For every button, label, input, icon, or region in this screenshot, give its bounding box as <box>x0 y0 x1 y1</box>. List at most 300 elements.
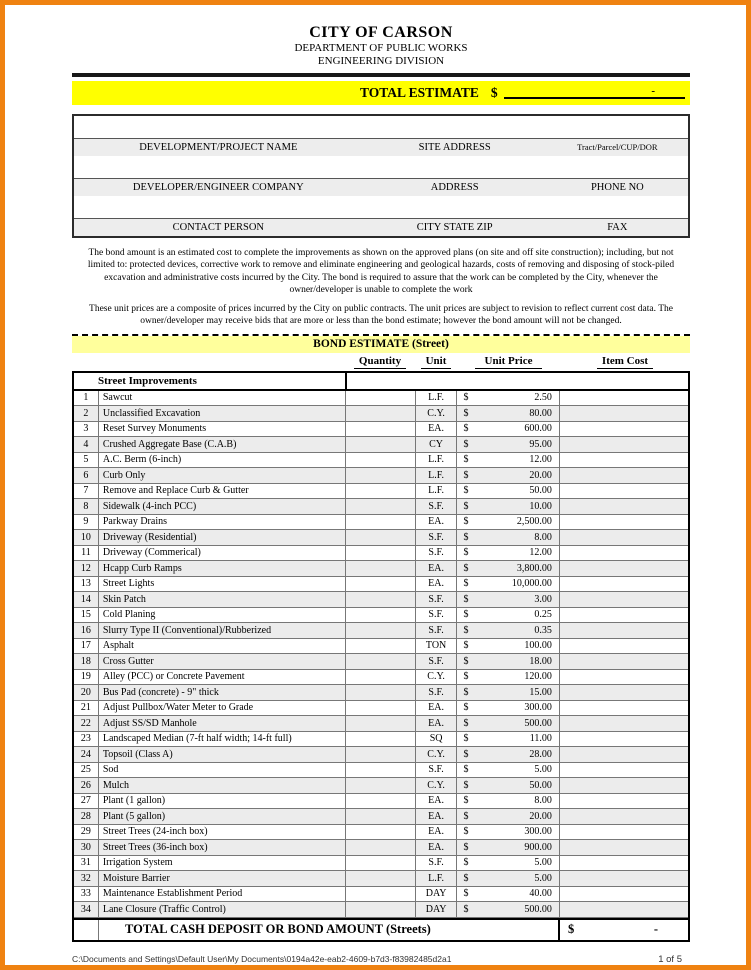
quantity-cell[interactable] <box>345 437 415 452</box>
unit-cell: EA. <box>415 840 457 855</box>
unit-cell: S.F. <box>415 546 457 561</box>
item-cost-cell[interactable] <box>559 577 688 592</box>
item-description-cell: Driveway (Commerical) <box>98 546 345 561</box>
quantity-cell[interactable] <box>345 561 415 576</box>
row-number-cell: 17 <box>80 640 91 652</box>
unit-price-value: 3.00 <box>534 593 552 605</box>
form-label-row-2 <box>74 178 688 196</box>
row-number-cell: 16 <box>80 624 91 636</box>
quantity-cell[interactable] <box>345 840 415 855</box>
item-cost-cell[interactable] <box>559 732 688 747</box>
project-name-label: DEVELOPMENT/PROJECT NAME <box>139 141 298 153</box>
item-cost-cell[interactable] <box>559 546 688 561</box>
table-row <box>74 902 688 918</box>
dollar-sign: $ <box>463 578 469 590</box>
unit-price-cell <box>456 499 558 514</box>
item-description-cell: Sod <box>98 763 345 778</box>
unit-price-cell <box>456 763 558 778</box>
unit-cell: EA. <box>415 809 457 824</box>
unit-cell: C.Y. <box>415 670 457 685</box>
item-cost-cell[interactable] <box>559 499 688 514</box>
project-name-input-row[interactable] <box>74 116 688 138</box>
unit-cell: DAY <box>415 902 457 917</box>
table-row <box>74 561 688 577</box>
unit-price-value: 8.00 <box>534 795 552 807</box>
item-cost-cell[interactable] <box>559 422 688 437</box>
item-cost-cell[interactable] <box>559 468 688 483</box>
dollar-sign: $ <box>463 624 469 636</box>
item-description-cell: Maintenance Establishment Period <box>98 887 345 902</box>
item-cost-cell[interactable] <box>559 484 688 499</box>
item-cost-cell[interactable] <box>559 887 688 902</box>
unit-price-value: 500.00 <box>524 903 552 915</box>
page-number: 1 of 5 <box>658 953 682 965</box>
table-row <box>74 794 688 810</box>
unit-price-value: 15.00 <box>529 686 552 698</box>
unit-price-value: 8.00 <box>534 531 552 543</box>
unit-cell: S.F. <box>415 763 457 778</box>
table-row <box>74 592 688 608</box>
unit-price-value: 12.00 <box>529 454 552 466</box>
item-cost-cell[interactable] <box>559 747 688 762</box>
row-number-cell: 7 <box>83 485 89 497</box>
unit-cell: EA. <box>415 515 457 530</box>
dollar-sign: $ <box>463 733 469 745</box>
unit-price-cell <box>456 561 558 576</box>
quantity-cell[interactable] <box>345 887 415 902</box>
quantity-cell[interactable] <box>345 530 415 545</box>
header-divider <box>72 73 690 77</box>
item-description-cell: Bus Pad (concrete) - 9" thick <box>98 685 345 700</box>
contact-input-row[interactable] <box>74 196 688 218</box>
item-cost-cell[interactable] <box>559 453 688 468</box>
unit-price-value: 80.00 <box>529 407 552 419</box>
item-description-cell: Cross Gutter <box>98 654 345 669</box>
unit-header-text: Unit <box>421 355 452 369</box>
table-row <box>74 468 688 484</box>
item-description-cell: Parkway Drains <box>98 515 345 530</box>
unit-cell: EA. <box>415 577 457 592</box>
unit-cell: C.Y. <box>415 406 457 421</box>
item-cost-cell[interactable] <box>559 530 688 545</box>
unit-price-value: 20.00 <box>529 469 552 481</box>
table-row <box>74 422 688 438</box>
unit-price-value: 300.00 <box>524 826 552 838</box>
item-cost-cell[interactable] <box>559 825 688 840</box>
developer-company-label: DEVELOPER/ENGINEER COMPANY <box>132 181 304 193</box>
row-number-cell: 23 <box>80 733 91 745</box>
unit-price-value: 11.00 <box>529 733 552 745</box>
item-cost-cell[interactable] <box>559 592 688 607</box>
unit-cell: S.F. <box>415 685 457 700</box>
quantity-cell[interactable] <box>345 484 415 499</box>
unit-price-value: 5.00 <box>534 764 552 776</box>
item-cost-cell[interactable] <box>559 763 688 778</box>
quantity-cell[interactable] <box>345 871 415 886</box>
dollar-sign: $ <box>463 810 469 822</box>
row-number-cell: 8 <box>83 500 89 512</box>
bond-note-paragraph-1: The bond amount is an estimated cost to complete the improvements as shown on the approved plans (on site and off site construction); including, but not limited to: protected devices, corrective work to remove and eliminate engineering and geological hazards, costs of removing and disposing of stock-piled excavation and administrative costs incurred by the City. The bond is required to assure that the work can be completed by the City, whenever the owner/developer is unable to complete the work <box>87 247 675 295</box>
quantity-cell[interactable] <box>345 453 415 468</box>
row-number-cell: 34 <box>80 903 91 915</box>
dollar-sign: $ <box>463 500 469 512</box>
item-cost-cell[interactable] <box>559 856 688 871</box>
phone-label: PHONE NO <box>590 181 644 193</box>
form-label-row-1 <box>74 138 688 156</box>
item-cost-cell[interactable] <box>559 902 688 917</box>
unit-price-value: 95.00 <box>529 438 552 450</box>
unit-price-value: 20.00 <box>529 810 552 822</box>
item-description-cell: Mulch <box>98 778 345 793</box>
unit-price-cell <box>456 840 558 855</box>
dollar-sign: $ <box>463 562 469 574</box>
row-number-cell: 25 <box>80 764 91 776</box>
item-description-cell: A.C. Berm (6-inch) <box>98 453 345 468</box>
unit-cell: DAY <box>415 887 457 902</box>
quantity-cell[interactable] <box>345 778 415 793</box>
dollar-sign: $ <box>463 392 469 404</box>
total-amount-value: - <box>653 922 658 936</box>
total-estimate-value-field[interactable]: - <box>504 83 685 99</box>
table-rows-container <box>74 391 688 918</box>
total-amount-cell[interactable] <box>558 920 688 940</box>
dollar-sign: $ <box>463 671 469 683</box>
row-number-cell: 33 <box>80 888 91 900</box>
table-row <box>74 639 688 655</box>
item-description-cell: Sidewalk (4-inch PCC) <box>98 499 345 514</box>
row-number-cell: 22 <box>80 717 91 729</box>
unit-price-cell <box>456 406 558 421</box>
table-row <box>74 670 688 686</box>
unit-price-cell <box>456 608 558 623</box>
quantity-cell[interactable] <box>345 685 415 700</box>
row-number-cell: 11 <box>81 547 91 559</box>
item-cost-cell[interactable] <box>559 608 688 623</box>
row-number-cell: 14 <box>80 593 91 605</box>
unit-cell: C.Y. <box>415 747 457 762</box>
quantity-cell[interactable] <box>345 546 415 561</box>
unit-column-header <box>415 355 457 369</box>
row-number-cell: 4 <box>83 438 89 450</box>
unit-price-value: 300.00 <box>524 702 552 714</box>
row-number-cell: 15 <box>80 609 91 621</box>
quantity-cell[interactable] <box>345 747 415 762</box>
unit-price-value: 600.00 <box>524 423 552 435</box>
item-description-cell: Adjust Pullbox/Water Meter to Grade <box>98 701 345 716</box>
unit-cell: S.F. <box>415 623 457 638</box>
row-number-cell: 6 <box>83 469 89 481</box>
item-description-cell: Irrigation System <box>98 856 345 871</box>
dollar-sign: $ <box>463 764 469 776</box>
table-row <box>74 887 688 903</box>
form-label-row-3 <box>74 218 688 236</box>
unit-cell: EA. <box>415 422 457 437</box>
unit-cell: C.Y. <box>415 778 457 793</box>
quantity-cell[interactable] <box>345 406 415 421</box>
table-row <box>74 499 688 515</box>
unit-cell: S.F. <box>415 608 457 623</box>
item-cost-column-header <box>560 355 690 369</box>
item-description-cell: Slurry Type II (Conventional)/Rubberized <box>98 623 345 638</box>
table-row <box>74 871 688 887</box>
dollar-sign: $ <box>463 454 469 466</box>
total-row-number-cell <box>74 920 99 940</box>
section-header-row <box>74 373 688 391</box>
address-label: ADDRESS <box>430 181 479 193</box>
table-row <box>74 577 688 593</box>
unit-price-cell <box>456 577 558 592</box>
dollar-sign: $ <box>463 903 469 915</box>
item-cost-cell[interactable] <box>559 670 688 685</box>
quantity-cell[interactable] <box>345 856 415 871</box>
section-header-right-cell <box>347 373 688 389</box>
table-row <box>74 856 688 872</box>
item-description-cell: Curb Only <box>98 468 345 483</box>
dollar-sign: $ <box>463 717 469 729</box>
quantity-cell[interactable] <box>345 794 415 809</box>
table-row <box>74 546 688 562</box>
item-cost-cell[interactable] <box>559 654 688 669</box>
row-number-cell: 24 <box>80 748 91 760</box>
dollar-sign: $ <box>463 872 469 884</box>
item-cost-cell[interactable] <box>559 716 688 731</box>
row-number-cell: 3 <box>83 423 89 435</box>
item-description-cell: Driveway (Residential) <box>98 530 345 545</box>
item-description-cell: Street Trees (24-inch box) <box>98 825 345 840</box>
item-cost-cell[interactable] <box>559 406 688 421</box>
item-description-cell: Moisture Barrier <box>98 871 345 886</box>
row-number-cell: 18 <box>80 655 91 667</box>
item-description-cell: Landscaped Median (7-ft half width; 14-ft full) <box>98 732 345 747</box>
unit-price-cell <box>456 623 558 638</box>
row-number-cell: 10 <box>80 531 91 543</box>
item-cost-cell[interactable] <box>559 623 688 638</box>
table-row <box>74 825 688 841</box>
unit-price-header-text: Unit Price <box>475 355 543 369</box>
row-number-cell: 32 <box>80 872 91 884</box>
file-path-text: C:\Documents and Settings\Default User\My Documents\0194a42e-eab2-4609-b7d3-f83982485d2a1 <box>72 953 452 964</box>
unit-price-cell <box>456 422 558 437</box>
unit-price-cell <box>456 391 558 406</box>
quantity-cell[interactable] <box>345 468 415 483</box>
item-cost-header-text: Item Cost <box>597 355 653 369</box>
unit-price-cell <box>456 592 558 607</box>
unit-price-cell <box>456 546 558 561</box>
item-cost-cell[interactable] <box>559 701 688 716</box>
unit-price-value: 900.00 <box>524 841 552 853</box>
unit-price-cell <box>456 670 558 685</box>
unit-price-value: 0.25 <box>534 609 552 621</box>
unit-price-value: 50.00 <box>529 485 552 497</box>
item-description-cell: Lane Closure (Traffic Control) <box>98 902 345 917</box>
quantity-cell[interactable] <box>345 654 415 669</box>
unit-cell: CY <box>415 437 457 452</box>
unit-cell: EA. <box>415 561 457 576</box>
row-number-cell: 31 <box>80 857 91 869</box>
quantity-cell[interactable] <box>345 499 415 514</box>
quantity-cell[interactable] <box>345 577 415 592</box>
item-cost-cell[interactable] <box>559 391 688 406</box>
item-description-cell: Skin Patch <box>98 592 345 607</box>
item-description-cell: Reset Survey Monuments <box>98 422 345 437</box>
quantity-cell[interactable] <box>345 515 415 530</box>
total-row <box>74 918 688 940</box>
quantity-cell[interactable] <box>345 623 415 638</box>
quantity-cell[interactable] <box>345 422 415 437</box>
dollar-sign: $ <box>463 826 469 838</box>
quantity-cell[interactable] <box>345 670 415 685</box>
row-number-cell: 9 <box>83 516 89 528</box>
item-description-cell: Asphalt <box>98 639 345 654</box>
item-cost-cell[interactable] <box>559 639 688 654</box>
item-cost-cell[interactable] <box>559 809 688 824</box>
dollar-sign: $ <box>463 516 469 528</box>
row-number-cell: 20 <box>80 686 91 698</box>
dollar-sign: $ <box>463 438 469 450</box>
row-number-cell: 13 <box>80 578 91 590</box>
unit-price-cell <box>456 437 558 452</box>
quantity-cell[interactable] <box>345 639 415 654</box>
document-header <box>72 23 690 68</box>
city-state-zip-label: CITY STATE ZIP <box>416 221 493 233</box>
quantity-cell[interactable] <box>345 809 415 824</box>
dollar-sign: $ <box>463 547 469 559</box>
unit-price-value: 28.00 <box>529 748 552 760</box>
unit-cell: L.F. <box>415 484 457 499</box>
quantity-header-text: Quantity <box>354 355 406 369</box>
item-cost-cell[interactable] <box>559 794 688 809</box>
table-row <box>74 716 688 732</box>
page-title: CITY OF CARSON <box>309 24 453 41</box>
unit-price-cell <box>456 747 558 762</box>
table-row <box>74 685 688 701</box>
table-column-headers <box>72 353 690 371</box>
dollar-sign: $ <box>463 779 469 791</box>
dollar-sign: $ <box>463 485 469 497</box>
table-row <box>74 406 688 422</box>
row-number-cell: 28 <box>80 810 91 822</box>
unit-price-cell <box>456 701 558 716</box>
unit-price-cell <box>456 530 558 545</box>
unit-price-cell <box>456 453 558 468</box>
unit-price-value: 3,800.00 <box>516 562 552 574</box>
item-description-cell: Topsoil (Class A) <box>98 747 345 762</box>
total-estimate-label: TOTAL ESTIMATE <box>360 84 479 100</box>
item-description-cell: Adjust SS/SD Manhole <box>98 716 345 731</box>
unit-price-value: 18.00 <box>529 655 552 667</box>
quantity-cell[interactable] <box>345 902 415 917</box>
quantity-cell[interactable] <box>345 732 415 747</box>
unit-price-value: 10,000.00 <box>511 578 552 590</box>
item-cost-cell[interactable] <box>559 840 688 855</box>
row-number-cell: 21 <box>80 702 91 714</box>
unit-cell: S.F. <box>415 592 457 607</box>
quantity-cell[interactable] <box>345 825 415 840</box>
table-row <box>74 701 688 717</box>
row-number-cell: 12 <box>80 562 91 574</box>
bond-estimate-table <box>72 371 690 942</box>
unit-price-value: 50.00 <box>529 779 552 791</box>
item-description-cell: Unclassified Excavation <box>98 406 345 421</box>
quantity-cell[interactable] <box>345 608 415 623</box>
dollar-sign: $ <box>463 702 469 714</box>
item-cost-cell[interactable] <box>559 871 688 886</box>
quantity-cell[interactable] <box>345 592 415 607</box>
unit-price-cell <box>456 794 558 809</box>
tract-parcel-label: Tract/Parcel/CUP/DOR <box>577 142 658 152</box>
quantity-cell[interactable] <box>345 701 415 716</box>
unit-price-value: 5.00 <box>534 872 552 884</box>
unit-price-value: 10.00 <box>529 500 552 512</box>
dollar-sign: $ <box>463 795 469 807</box>
item-description-cell: Cold Planing <box>98 608 345 623</box>
contact-person-label: CONTACT PERSON <box>172 221 265 233</box>
item-description-cell: Remove and Replace Curb & Gutter <box>98 484 345 499</box>
table-row <box>74 747 688 763</box>
table-row <box>74 778 688 794</box>
row-number-cell: 26 <box>80 779 91 791</box>
unit-price-cell <box>456 902 558 917</box>
unit-price-value: 500.00 <box>524 717 552 729</box>
row-number-cell: 29 <box>80 826 91 838</box>
unit-price-value: 2,500.00 <box>516 516 552 528</box>
row-number-cell: 27 <box>80 795 91 807</box>
unit-cell: EA. <box>415 716 457 731</box>
quantity-cell[interactable] <box>345 391 415 406</box>
item-cost-cell[interactable] <box>559 685 688 700</box>
item-description-cell: Street Lights <box>98 577 345 592</box>
item-cost-cell[interactable] <box>559 515 688 530</box>
quantity-cell[interactable] <box>345 716 415 731</box>
item-description-cell: Plant (5 gallon) <box>98 809 345 824</box>
item-cost-cell[interactable] <box>559 561 688 576</box>
item-description-cell: Crushed Aggregate Base (C.A.B) <box>98 437 345 452</box>
unit-price-cell <box>456 732 558 747</box>
page-footer <box>72 954 690 965</box>
unit-cell: L.F. <box>415 453 457 468</box>
unit-price-cell <box>456 484 558 499</box>
row-number-cell: 2 <box>83 407 89 419</box>
unit-price-cell <box>456 468 558 483</box>
dollar-sign: $ <box>463 640 469 652</box>
developer-input-row[interactable] <box>74 156 688 178</box>
quantity-column-header <box>345 355 415 369</box>
unit-price-cell <box>456 809 558 824</box>
unit-price-cell <box>456 887 558 902</box>
dollar-sign: $ <box>463 407 469 419</box>
dollar-sign: $ <box>463 686 469 698</box>
item-cost-cell[interactable] <box>559 437 688 452</box>
unit-price-value: 12.00 <box>529 547 552 559</box>
unit-cell: S.F. <box>415 499 457 514</box>
quantity-cell[interactable] <box>345 763 415 778</box>
unit-cell: TON <box>415 639 457 654</box>
table-row <box>74 623 688 639</box>
total-dollar-sign: $ <box>568 922 575 936</box>
table-row <box>74 654 688 670</box>
unit-price-cell <box>456 654 558 669</box>
unit-cell: L.F. <box>415 468 457 483</box>
unit-cell: EA. <box>415 794 457 809</box>
item-description-cell: Plant (1 gallon) <box>98 794 345 809</box>
unit-price-cell <box>456 856 558 871</box>
unit-price-cell <box>456 685 558 700</box>
unit-price-cell <box>456 716 558 731</box>
table-row <box>74 437 688 453</box>
row-number-cell: 5 <box>83 454 89 466</box>
dollar-sign: $ <box>463 841 469 853</box>
item-cost-cell[interactable] <box>559 778 688 793</box>
